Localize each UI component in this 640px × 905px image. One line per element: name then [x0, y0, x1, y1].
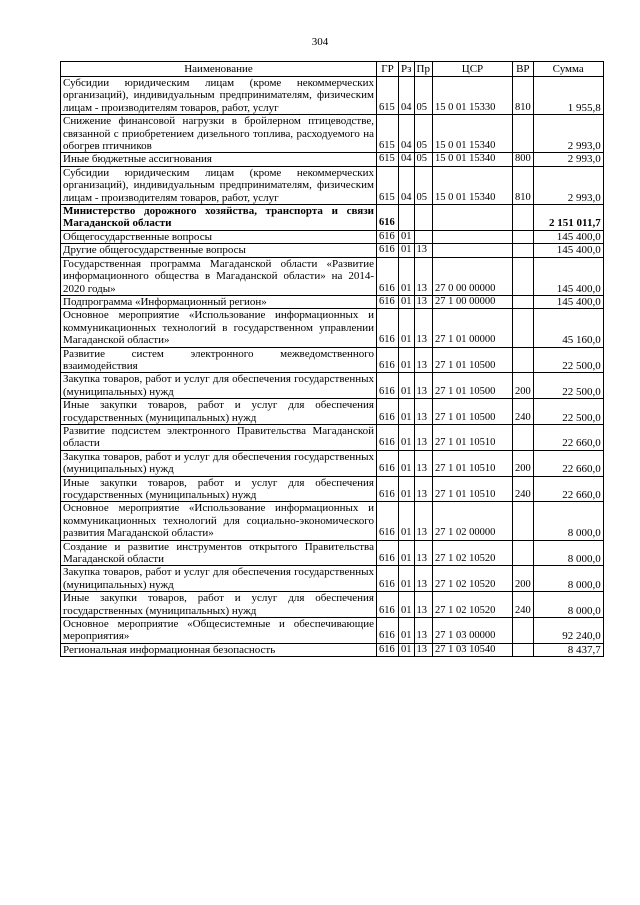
cell-csr: 27 1 03 00000 — [432, 618, 512, 644]
cell-pr: 13 — [414, 643, 432, 656]
cell-csr: 27 1 01 00000 — [432, 309, 512, 347]
cell-name: Основное мероприятие «Использование информационных и коммуникационных технологий для социально-экономического развития Магаданской области» — [61, 502, 377, 540]
cell-sum: 22 500,0 — [533, 347, 603, 373]
cell-name: Закупка товаров, работ и услуг для обеспечения государственных (муниципальных) нужд — [61, 450, 377, 476]
cell-sum: 2 993,0 — [533, 115, 603, 153]
cell-sum: 8 000,0 — [533, 566, 603, 592]
table-row — [61, 424, 604, 450]
cell-csr: 15 0 01 15340 — [432, 166, 512, 204]
cell-rz: 01 — [399, 230, 415, 243]
cell-pr: 13 — [414, 244, 432, 257]
cell-csr: 27 1 02 10520 — [432, 592, 512, 618]
cell-sum: 22 660,0 — [533, 476, 603, 502]
cell-sum: 145 400,0 — [533, 295, 603, 308]
cell-csr: 15 0 01 15340 — [432, 115, 512, 153]
cell-name: Закупка товаров, работ и услуг для обеспечения государственных (муниципальных) нужд — [61, 373, 377, 399]
cell-name: Другие общегосударственные вопросы — [61, 244, 377, 257]
cell-pr: 13 — [414, 257, 432, 295]
cell-name: Иные бюджетные ассигнования — [61, 153, 377, 166]
cell-rz: 04 — [399, 166, 415, 204]
cell-rz: 01 — [399, 476, 415, 502]
cell-vr — [512, 502, 533, 540]
header-gr: ГР — [377, 62, 399, 77]
cell-pr: 13 — [414, 476, 432, 502]
cell-csr — [432, 230, 512, 243]
table-row — [61, 257, 604, 295]
cell-sum: 145 400,0 — [533, 257, 603, 295]
cell-sum: 8 000,0 — [533, 592, 603, 618]
cell-name: Региональная информационная безопасность — [61, 643, 377, 656]
table-row — [61, 399, 604, 425]
cell-sum: 2 993,0 — [533, 153, 603, 166]
cell-rz: 01 — [399, 502, 415, 540]
cell-sum: 8 000,0 — [533, 540, 603, 566]
cell-rz: 04 — [399, 77, 415, 115]
cell-name: Закупка товаров, работ и услуг для обеспечения государственных (муниципальных) нужд — [61, 566, 377, 592]
cell-gr: 616 — [377, 476, 399, 502]
cell-csr: 27 0 00 00000 — [432, 257, 512, 295]
cell-gr: 616 — [377, 309, 399, 347]
cell-gr: 616 — [377, 244, 399, 257]
cell-pr: 13 — [414, 566, 432, 592]
cell-gr: 616 — [377, 399, 399, 425]
cell-sum: 22 660,0 — [533, 424, 603, 450]
table-row — [61, 373, 604, 399]
cell-gr: 616 — [377, 424, 399, 450]
page-number: 304 — [311, 36, 329, 48]
cell-name: Иные закупки товаров, работ и услуг для обеспечения государственных (муниципальных) нужд — [61, 592, 377, 618]
cell-rz: 01 — [399, 643, 415, 656]
table-row — [61, 295, 604, 308]
cell-name: Подпрограмма «Информационный регион» — [61, 295, 377, 308]
cell-name: Общегосударственные вопросы — [61, 230, 377, 243]
cell-gr: 616 — [377, 502, 399, 540]
cell-sum: 2 151 011,7 — [533, 205, 603, 231]
cell-rz: 04 — [399, 115, 415, 153]
cell-rz: 01 — [399, 540, 415, 566]
cell-name: Субсидии юридическим лицам (кроме некоммерческих организаций), индивидуальным предпринимателям, физическим лицам - производителям товаров, работ, услуг — [61, 166, 377, 204]
cell-rz: 01 — [399, 566, 415, 592]
cell-sum: 8 000,0 — [533, 502, 603, 540]
header-csr: ЦСР — [432, 62, 512, 77]
cell-vr — [512, 257, 533, 295]
cell-vr — [512, 244, 533, 257]
cell-vr: 200 — [512, 450, 533, 476]
cell-pr: 13 — [414, 424, 432, 450]
cell-gr: 616 — [377, 618, 399, 644]
header-name: Наименование — [61, 62, 377, 77]
cell-sum: 45 160,0 — [533, 309, 603, 347]
cell-sum: 1 955,8 — [533, 77, 603, 115]
cell-pr: 05 — [414, 166, 432, 204]
cell-pr: 13 — [414, 295, 432, 308]
cell-name: Снижение финансовой нагрузки в бройлерном птицеводстве, связанной с приобретением дизельного топлива, расходуемого на обогрев птичников — [61, 115, 377, 153]
cell-csr: 27 1 01 10500 — [432, 347, 512, 373]
table-row — [61, 476, 604, 502]
table-row — [61, 618, 604, 644]
table-row — [61, 450, 604, 476]
cell-rz: 01 — [399, 244, 415, 257]
cell-csr: 27 1 03 10540 — [432, 643, 512, 656]
budget-table — [60, 61, 604, 657]
cell-pr: 13 — [414, 618, 432, 644]
cell-name: Развитие систем электронного межведомственного взаимодействия — [61, 347, 377, 373]
cell-gr: 616 — [377, 643, 399, 656]
cell-name: Субсидии юридическим лицам (кроме некоммерческих организаций), индивидуальным предпринимателям, физическим лицам - производителям товаров, работ, услуг — [61, 77, 377, 115]
cell-sum: 2 993,0 — [533, 166, 603, 204]
cell-pr: 13 — [414, 592, 432, 618]
cell-csr: 27 1 00 00000 — [432, 295, 512, 308]
cell-vr: 800 — [512, 153, 533, 166]
table-row — [61, 347, 604, 373]
cell-rz: 01 — [399, 295, 415, 308]
table-row — [61, 115, 604, 153]
cell-vr — [512, 347, 533, 373]
header-rz: Рз — [399, 62, 415, 77]
cell-pr: 05 — [414, 77, 432, 115]
cell-name: Основное мероприятие «Использование информационных и коммуникационных технологий в государственном управлении Магаданской области» — [61, 309, 377, 347]
cell-sum: 22 500,0 — [533, 399, 603, 425]
table-row — [61, 540, 604, 566]
cell-vr: 240 — [512, 476, 533, 502]
cell-sum: 145 400,0 — [533, 244, 603, 257]
cell-rz: 04 — [399, 153, 415, 166]
cell-vr — [512, 643, 533, 656]
table-row — [61, 566, 604, 592]
cell-csr: 15 0 01 15330 — [432, 77, 512, 115]
cell-csr: 27 1 01 10510 — [432, 476, 512, 502]
table-row — [61, 592, 604, 618]
table-header-row — [61, 62, 604, 77]
cell-pr: 13 — [414, 540, 432, 566]
cell-name: Иные закупки товаров, работ и услуг для обеспечения государственных (муниципальных) нужд — [61, 476, 377, 502]
cell-gr: 616 — [377, 373, 399, 399]
cell-sum: 92 240,0 — [533, 618, 603, 644]
cell-pr: 13 — [414, 309, 432, 347]
cell-rz: 01 — [399, 347, 415, 373]
cell-gr: 616 — [377, 592, 399, 618]
cell-csr: 15 0 01 15340 — [432, 153, 512, 166]
cell-sum: 22 660,0 — [533, 450, 603, 476]
cell-vr — [512, 309, 533, 347]
cell-pr: 13 — [414, 373, 432, 399]
cell-rz: 01 — [399, 424, 415, 450]
table-row — [61, 309, 604, 347]
cell-rz: 01 — [399, 618, 415, 644]
cell-gr: 616 — [377, 450, 399, 476]
cell-pr: 05 — [414, 115, 432, 153]
cell-rz: 01 — [399, 450, 415, 476]
table-row — [61, 153, 604, 166]
cell-rz: 01 — [399, 399, 415, 425]
cell-sum: 22 500,0 — [533, 373, 603, 399]
cell-gr: 616 — [377, 295, 399, 308]
cell-csr: 27 1 02 10520 — [432, 566, 512, 592]
cell-vr — [512, 295, 533, 308]
table-row — [61, 244, 604, 257]
cell-csr: 27 1 01 10500 — [432, 373, 512, 399]
header-vr: ВР — [512, 62, 533, 77]
cell-vr — [512, 205, 533, 231]
cell-name: Развитие подсистем электронного Правительства Магаданской области — [61, 424, 377, 450]
cell-sum: 145 400,0 — [533, 230, 603, 243]
table-row — [61, 166, 604, 204]
cell-vr: 810 — [512, 166, 533, 204]
cell-csr: 27 1 02 00000 — [432, 502, 512, 540]
cell-name: Министерство дорожного хозяйства, транспорта и связи Магаданской области — [61, 205, 377, 231]
cell-pr — [414, 205, 432, 231]
table-row — [61, 643, 604, 656]
cell-csr: 27 1 01 10510 — [432, 424, 512, 450]
cell-gr: 616 — [377, 205, 399, 231]
header-pr: Пр — [414, 62, 432, 77]
cell-csr: 27 1 01 10500 — [432, 399, 512, 425]
cell-name: Создание и развитие инструментов открытого Правительства Магаданской области — [61, 540, 377, 566]
cell-pr: 13 — [414, 399, 432, 425]
cell-vr — [512, 540, 533, 566]
cell-pr: 13 — [414, 347, 432, 373]
cell-vr: 200 — [512, 373, 533, 399]
table-row — [61, 205, 604, 231]
cell-vr — [512, 618, 533, 644]
cell-name: Иные закупки товаров, работ и услуг для обеспечения государственных (муниципальных) нужд — [61, 399, 377, 425]
cell-gr: 615 — [377, 115, 399, 153]
cell-csr — [432, 244, 512, 257]
cell-vr — [512, 115, 533, 153]
cell-name: Основное мероприятие «Общесистемные и обеспечивающие мероприятия» — [61, 618, 377, 644]
cell-rz: 01 — [399, 257, 415, 295]
table-row — [61, 502, 604, 540]
cell-gr: 615 — [377, 77, 399, 115]
cell-vr: 810 — [512, 77, 533, 115]
header-sum: Сумма — [533, 62, 603, 77]
cell-gr: 616 — [377, 540, 399, 566]
cell-rz: 01 — [399, 309, 415, 347]
table-row — [61, 230, 604, 243]
cell-csr: 27 1 01 10510 — [432, 450, 512, 476]
cell-vr: 200 — [512, 566, 533, 592]
cell-gr: 616 — [377, 257, 399, 295]
cell-rz: 01 — [399, 373, 415, 399]
cell-pr: 13 — [414, 502, 432, 540]
cell-csr: 27 1 02 10520 — [432, 540, 512, 566]
table-row — [61, 77, 604, 115]
cell-vr: 240 — [512, 399, 533, 425]
cell-gr: 616 — [377, 230, 399, 243]
cell-vr — [512, 230, 533, 243]
cell-pr — [414, 230, 432, 243]
cell-pr: 05 — [414, 153, 432, 166]
cell-vr: 240 — [512, 592, 533, 618]
cell-gr: 616 — [377, 566, 399, 592]
cell-gr: 616 — [377, 347, 399, 373]
cell-csr — [432, 205, 512, 231]
cell-gr: 615 — [377, 166, 399, 204]
cell-vr — [512, 424, 533, 450]
cell-rz — [399, 205, 415, 231]
cell-sum: 8 437,7 — [533, 643, 603, 656]
table-body — [61, 77, 604, 657]
cell-gr: 615 — [377, 153, 399, 166]
cell-name: Государственная программа Магаданской области «Развитие информационного общества в Магаданской области» на 2014-2020 годы» — [61, 257, 377, 295]
cell-pr: 13 — [414, 450, 432, 476]
cell-rz: 01 — [399, 592, 415, 618]
